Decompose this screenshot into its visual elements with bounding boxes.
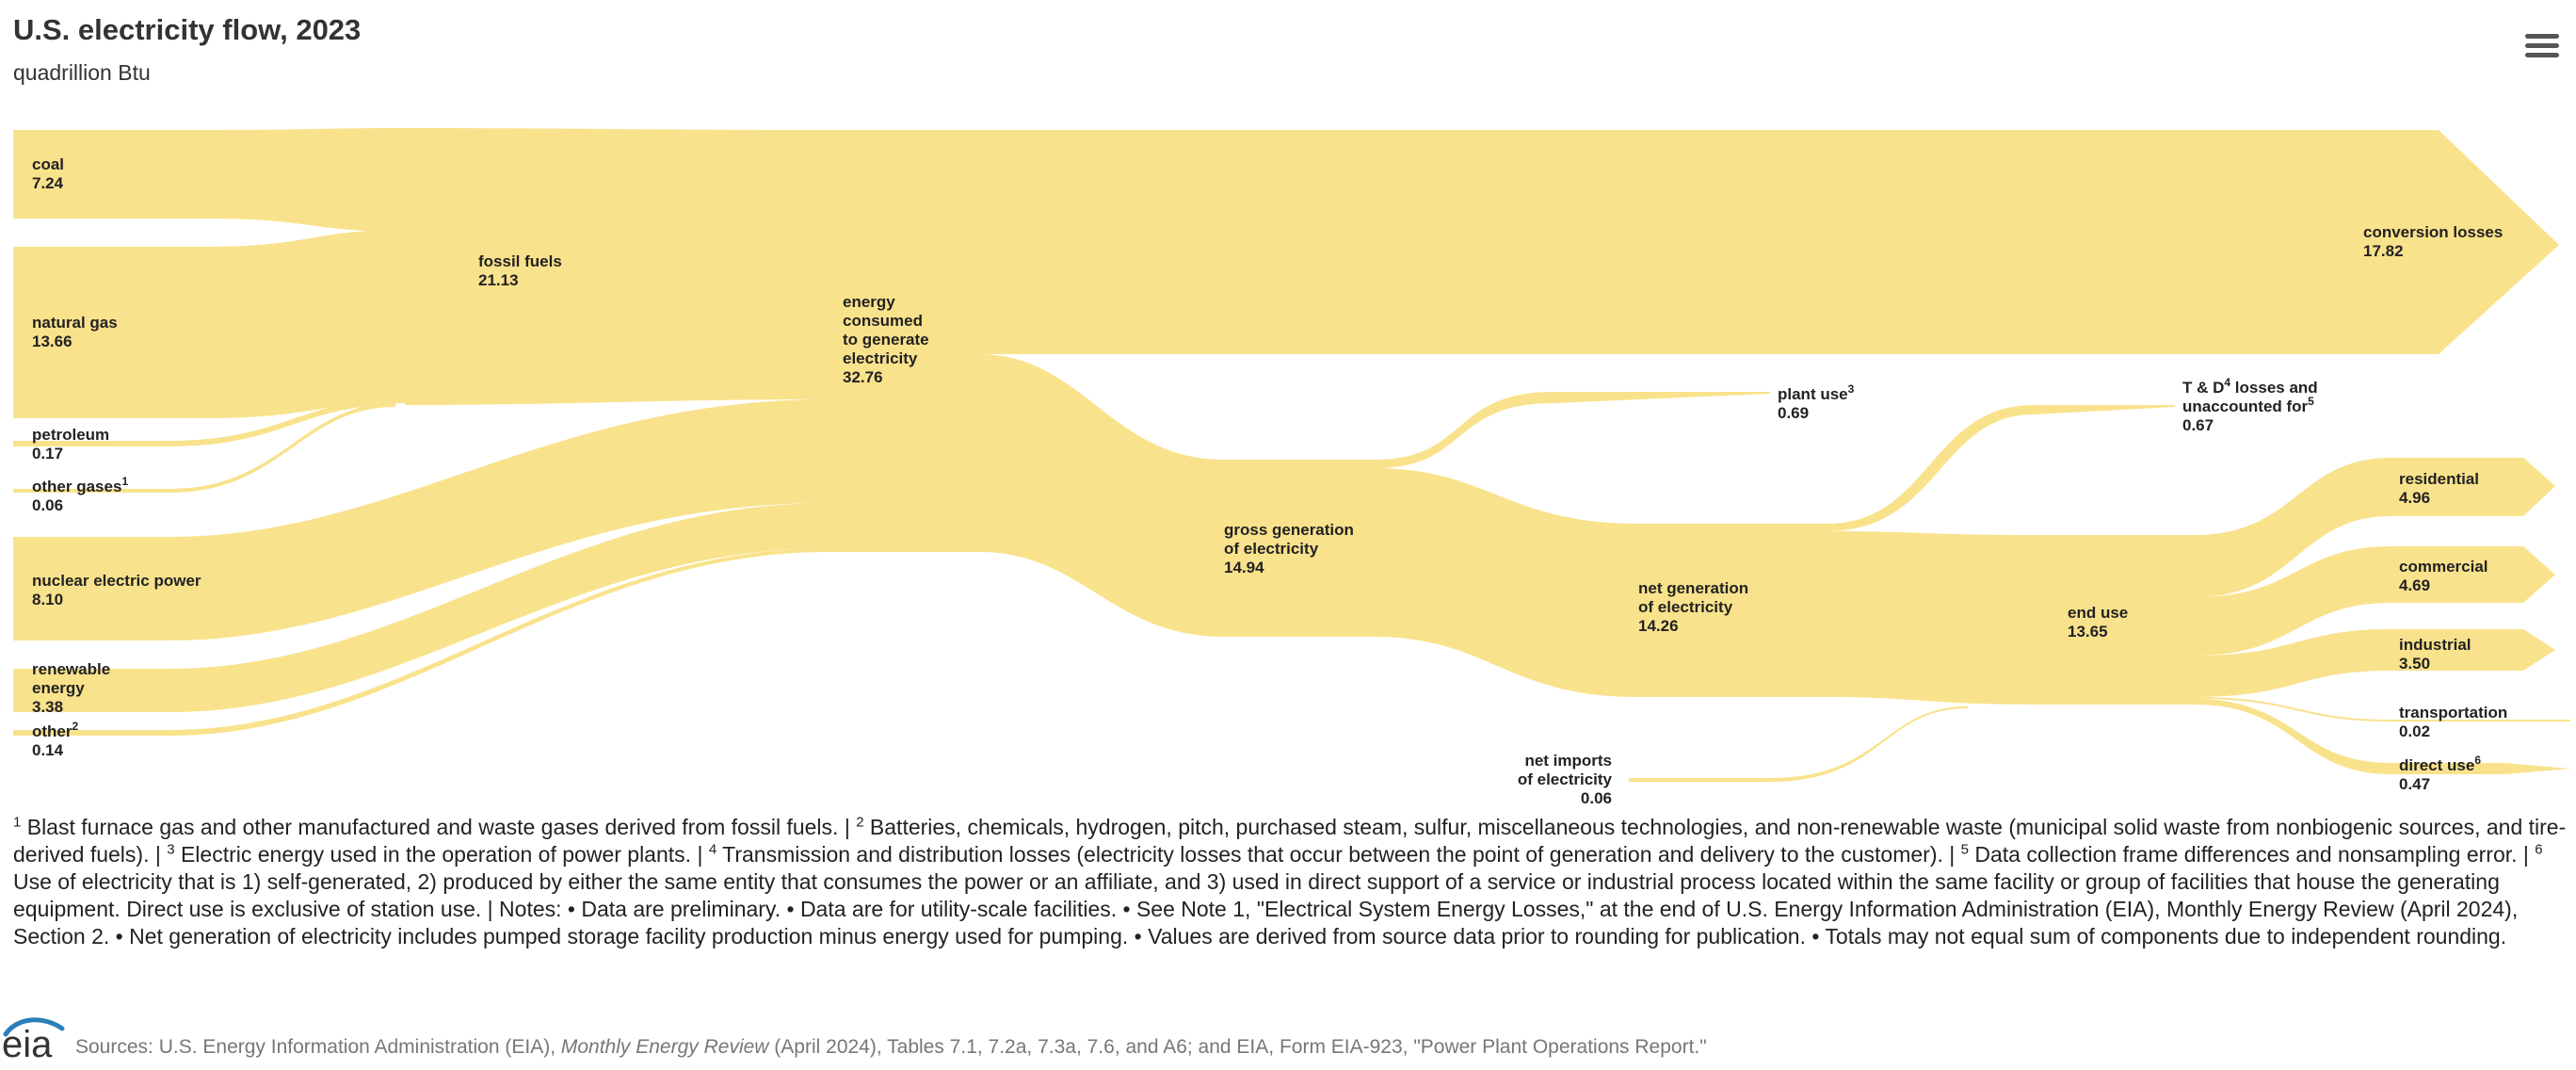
footnote-text: Transmission and distribution losses (electricity losses that occur between the point of generation and delivery to the customer). | [716,842,1961,867]
label-renewable: renewable energy 3.38 [32,660,111,716]
label-fossil-fuels: fossil fuels 21.13 [478,252,562,289]
label-conversion-losses: conversion losses 17.82 [2363,223,2504,260]
flow-plant-use [1375,392,1770,468]
label-petroleum: petroleum 0.17 [32,426,110,462]
footnote-text: Electric energy used in the operation of power plants. | [174,842,709,867]
flow-td-losses [1827,405,2175,531]
footnote-text: Batteries, chemicals, hydrogen, pitch, purchased steam, sulfur, miscellaneous technologies, and non-renewable waste (municipal solid waste from nonbiogenic sources, and tire-derived fuels). | [13,815,2567,867]
flow-gross-generation [979,354,1224,637]
flow-end-use [1827,531,2043,705]
footnote-text: Data collection frame differences and nonsampling error. | [1968,842,2536,867]
label-end-use: end use 13.65 [2068,604,2129,640]
footnote-number: 6 [2535,841,2543,858]
flow-net-imports [1629,706,1968,782]
label-industrial: industrial 3.50 [2399,636,2471,673]
footnote-number: 1 [13,814,22,831]
label-plant-use: plant use$^3$ 0.69 [1778,382,1855,422]
label-coal: coal 7.24 [32,155,65,192]
footnote-number: 4 [708,841,717,858]
label-residential: residential 4.96 [2399,470,2480,507]
footnotes [13,814,2569,950]
label-gross-generation: gross generation of electricity 14.94 [1224,521,1354,576]
svg-text:eia: eia [2,1024,53,1061]
label-net-imports: net imports of electricity 0.06 [1517,752,1612,807]
flow-coal [13,128,405,232]
label-transportation: transportation 0.02 [2399,704,2508,740]
source-citation: Sources: U.S. Energy Information Administration (EIA), Monthly Energy Review (April 2024), Tables 7.1, 7.2a, 7.3a, 7.6, and A6; and EIA, Form EIA-923, "Power Plant Operations Report." [75,1036,1707,1058]
footnote-text: Use of electricity that is 1) self-generated, 2) produced by either the same entity that consumes the power or an affiliate, and 3) used in direct support of a service or industrial process located within the same facility or group of facilities that house the generating equipment. Direct use is exclusive of station use. | Notes: • Data are preliminary. • Data are for utility-scale facilities. • See Note 1, "Electrical System Energy Losses," at the end of U.S. Energy Information Administration (EIA), Monthly Energy Review (April 2024), Section 2. • Net generation of electricity includes pumped storage facility production minus energy used for pumping. • Values are derived from source data prior to rounding for publication. • Totals may not equal sum of components due to independent rounding. [13,869,2519,948]
flow-bands [13,128,2570,782]
label-direct-use: direct use$^6$ 0.47 [2399,754,2481,793]
flow-conversion-losses [979,130,2559,354]
footnote-text: Blast furnace gas and other manufactured and waste gases derived from fossil fuels. | [21,815,857,839]
footnote-number: 3 [167,841,175,858]
flow-fossil-fuels [405,128,829,405]
flow-direct-use [2194,699,2570,774]
label-energy-consumed: energy consumed to generate electricity 32.76 [843,293,929,386]
page-subtitle: quadrillion Btu [13,60,151,85]
label-commercial: commercial 4.69 [2399,558,2488,594]
footnote-number: 5 [1960,841,1969,858]
flow-net-generation [1375,468,1638,697]
label-nuclear: nuclear electric power 8.10 [32,572,201,608]
label-other: other$^2$ 0.14 [32,720,79,759]
label-net-generation: net generation of electricity 14.26 [1638,579,1749,635]
label-natural-gas: natural gas 13.66 [32,314,118,350]
eia-logo-icon [0,1012,66,1061]
page-title: U.S. electricity flow, 2023 [13,13,362,46]
label-other-gases: other gases$^1$ 0.06 [32,475,129,514]
footnote-number: 2 [856,814,864,831]
label-td-losses: T & $D^4$ losses and unaccounted for$^5$ 0.67 [2182,376,2318,434]
